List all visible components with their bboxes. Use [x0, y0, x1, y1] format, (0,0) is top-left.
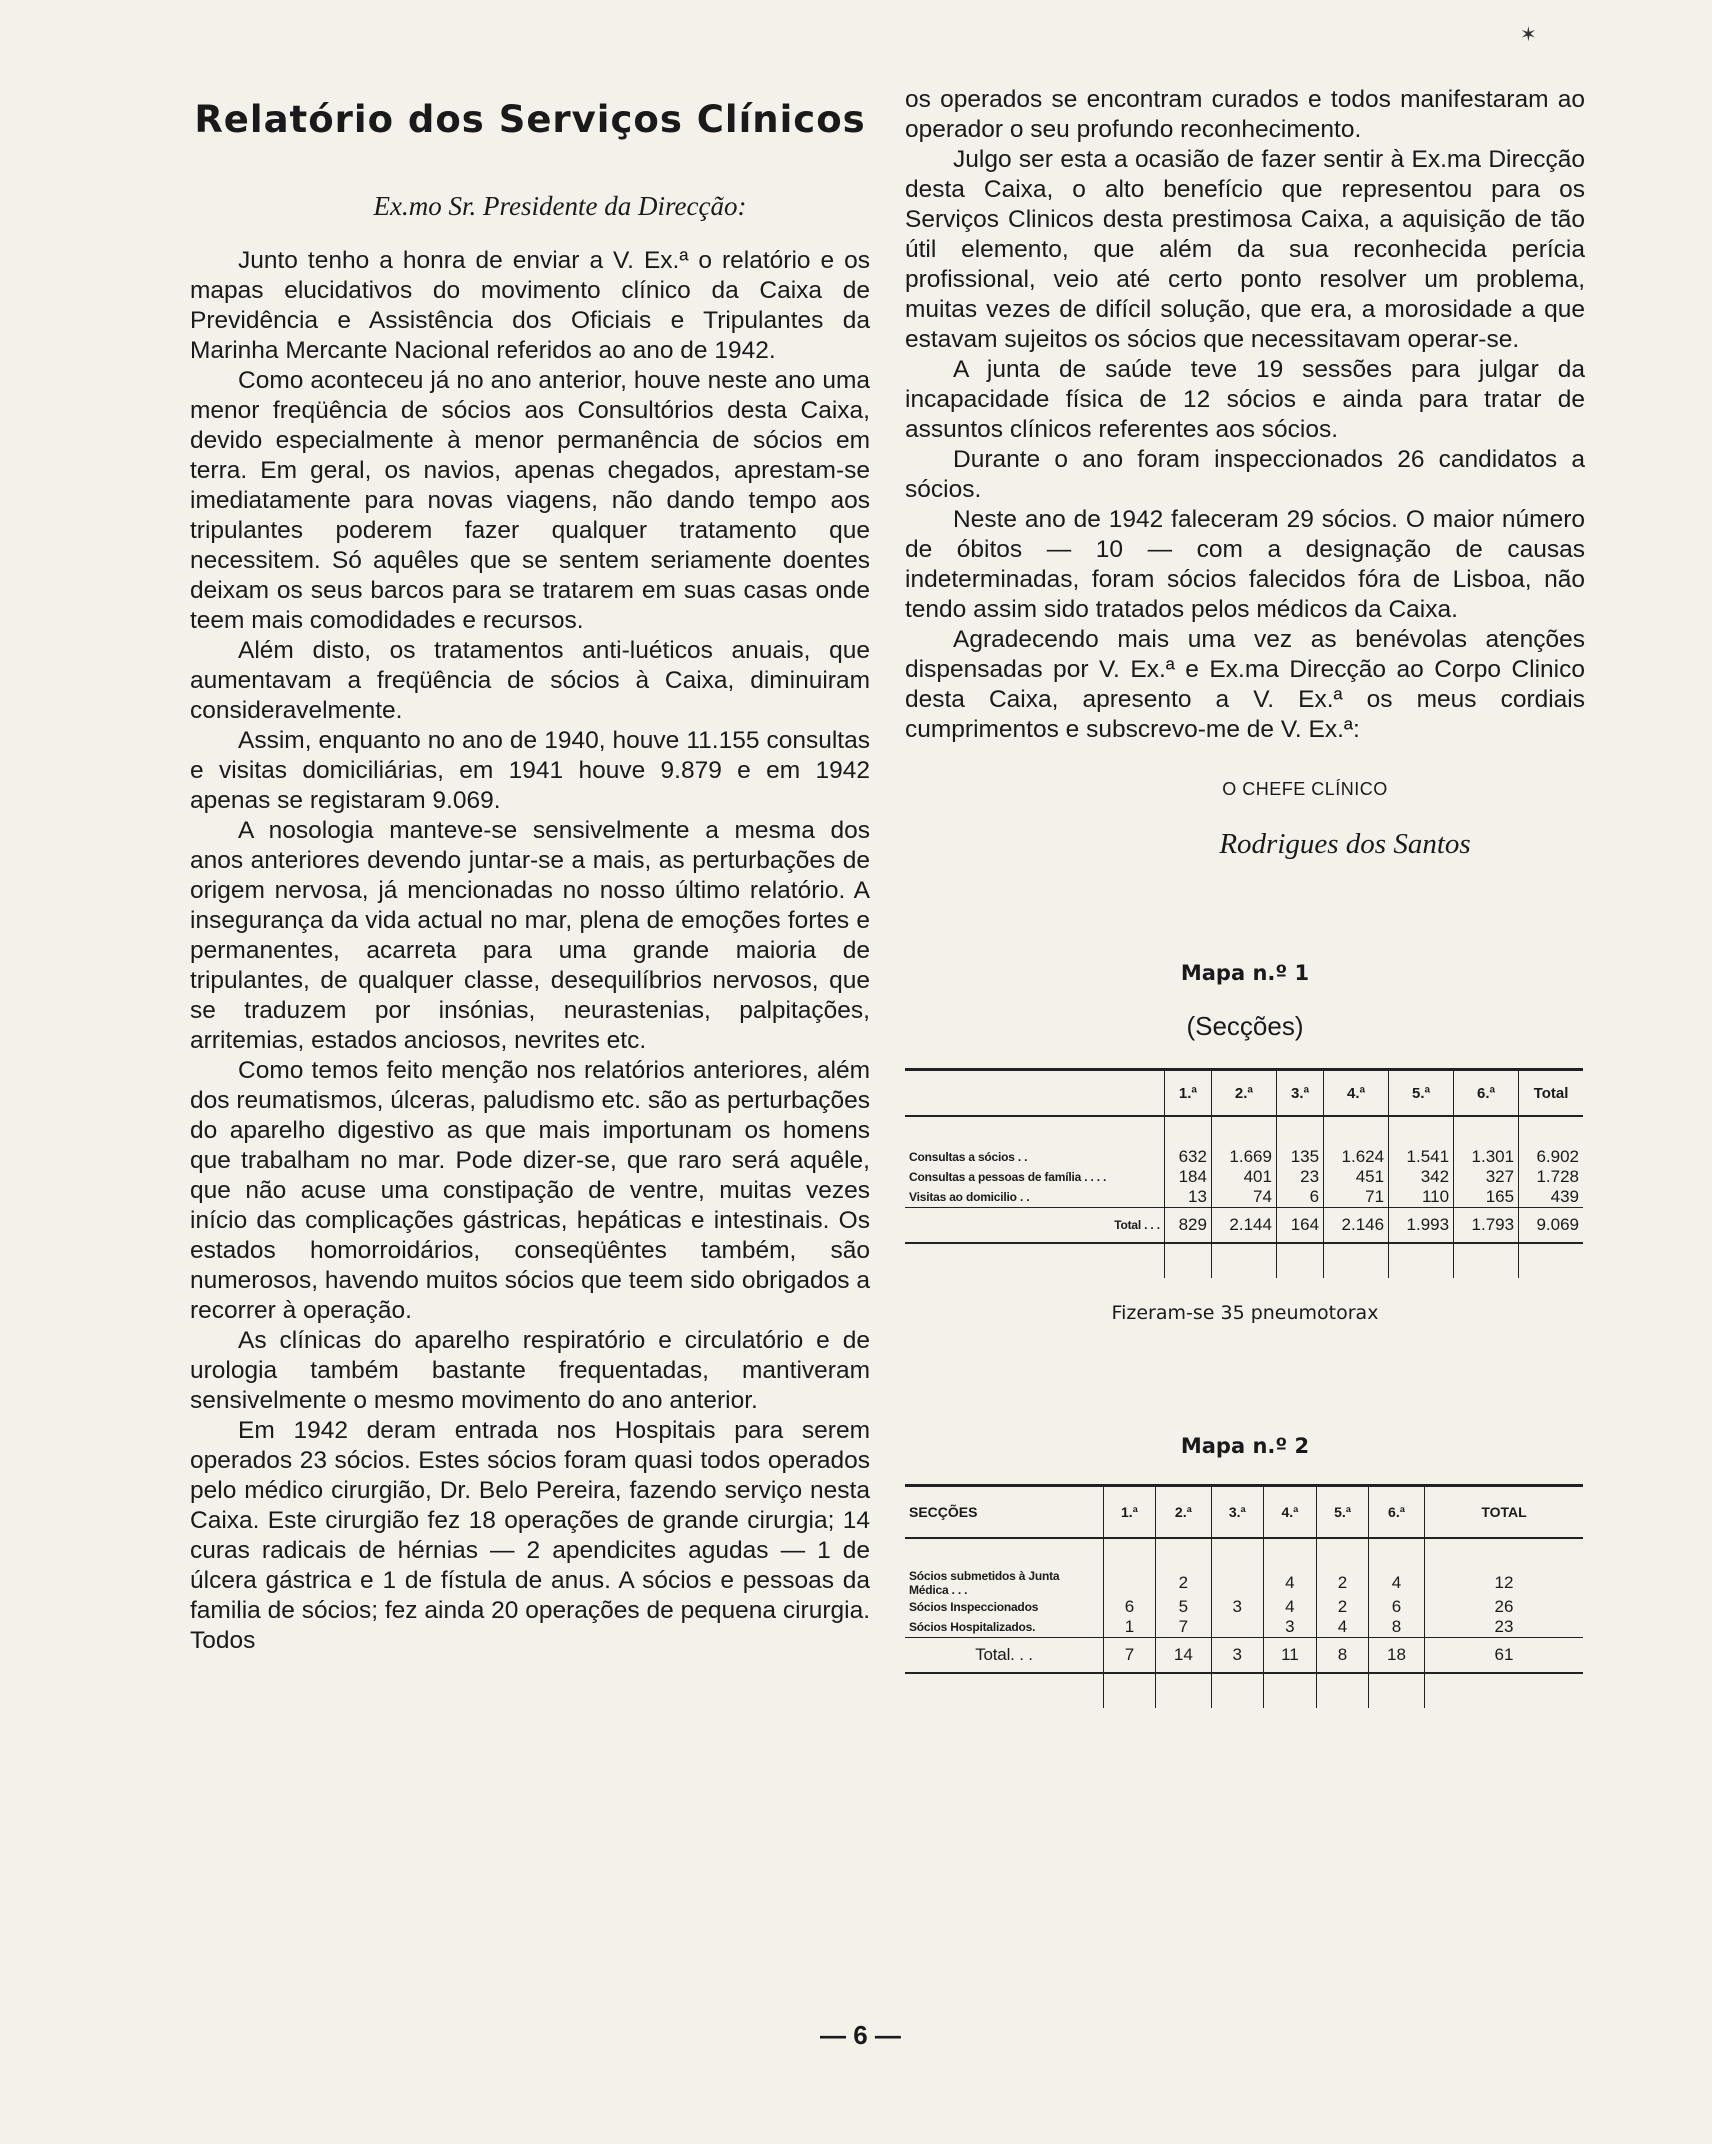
paragraph: A junta de saúde teve 19 sessões para julgar da incapacidade física de 12 sócios e ainda para tratar de assuntos clínicos referentes aos sócios. — [905, 356, 1585, 443]
table-header: 6.ª — [1368, 1486, 1424, 1539]
table-cell: 9.069 — [1519, 1208, 1583, 1244]
table-cell: 61 — [1425, 1638, 1584, 1674]
table-cell: 6 — [1368, 1597, 1424, 1617]
paragraph: Junto tenho a honra de enviar a V. Ex.ª o relatório e os mapas elucidativos do movimento clínico da Caixa de Previdência e Assistência dos Oficiais e Tripulantes da Marinha Mercante Nacional referidos ao ano de 1942. — [190, 247, 870, 364]
table-cell: 632 — [1164, 1147, 1211, 1167]
table-header: SECÇÕES — [905, 1486, 1104, 1539]
table-cell — [1211, 1569, 1263, 1597]
table-header: 2.ª — [1211, 1070, 1276, 1117]
paragraph: Como temos feito menção nos relatórios anteriores, além dos reumatismos, úlceras, paludismo etc. são as perturbações do aparelho digestivo as que mais importunam os homens que trabalham no mar. Pode dizer-se, que raro será aquêle, que não acuse uma constipação de ventre, muitas vezes início das complicações gástricas, hepáticas e intestinais. Os estados homorroidários, conseqüêntes também, são numerosos, havendo muitos sócios que teem sido obrigados a recorrer à operação. — [190, 1057, 870, 1324]
table-cell: 184 — [1164, 1167, 1211, 1187]
row-label: Sócios Hospitalizados. — [909, 1620, 1036, 1634]
table-cell: 26 — [1425, 1597, 1584, 1617]
table-cell: 18 — [1368, 1638, 1424, 1674]
row-label: Consultas a pessoas de família . . . . — [909, 1170, 1107, 1184]
table-header: Total — [1519, 1070, 1583, 1117]
table-header: 5.ª — [1389, 1070, 1454, 1117]
table-cell: 11 — [1263, 1638, 1316, 1674]
right-column — [905, 85, 1585, 1708]
table-cell: 2 — [1317, 1597, 1369, 1617]
left-column — [190, 80, 870, 1656]
table-header-row — [905, 1070, 1583, 1117]
table-cell — [1104, 1569, 1156, 1597]
ink-mark: ✶ — [1520, 22, 1537, 46]
paragraph: Durante o ano foram inspeccionados 26 candidatos a sócios. — [905, 446, 1585, 503]
paragraph: A nosologia manteve-se sensivelmente a mesma dos anos anteriores devendo juntar-se a mais, as perturbações de origem nervosa, já mencionadas no nosso último relatório. A insegurança da vida actual no mar, plena de emoções fortes e permanentes, acarreta para uma grande maioria de tripulantes, de qualquer classe, desequilíbrios nervosos, que se traduzem por insónias, neurastenias, palpitações, arritemias, estados anciosos, nevrites etc. — [190, 817, 870, 1054]
table-cell: 6 — [1276, 1187, 1323, 1208]
paragraph: Como aconteceu já no ano anterior, houve neste ano uma menor freqüência de sócios aos Consultórios desta Caixa, devido especialmente à menor permanência de sócios em terra. Em geral, os navios, apenas chegados, aprestam-se imediatamente para novas viagens, não dando tempo aos tripulantes poderem fazer qualquer tratamento que necessitem. Só aquêles que se sentem seriamente doentes deixam os seus barcos para se tratarem em suas casas onde teem mais comodidades e recursos. — [190, 367, 870, 634]
table-cell: 165 — [1454, 1187, 1519, 1208]
table-cell: 71 — [1324, 1187, 1389, 1208]
table-cell: 439 — [1519, 1187, 1583, 1208]
table-cell: 451 — [1324, 1167, 1389, 1187]
table-cell: 135 — [1276, 1147, 1323, 1167]
row-label: Visitas ao domicilio . . — [909, 1190, 1030, 1204]
row-label: Sócios submetidos à Junta Médica . . . — [909, 1569, 1060, 1597]
table-cell — [1211, 1617, 1263, 1638]
table-cell: 1.301 — [1454, 1147, 1519, 1167]
table-cell: 6 — [1104, 1597, 1156, 1617]
table-header: 3.ª — [1276, 1070, 1323, 1117]
table-cell: 1.541 — [1389, 1147, 1454, 1167]
table-footer-row — [905, 1673, 1583, 1708]
table-cell: 7 — [1104, 1638, 1156, 1674]
table-header: TOTAL — [1425, 1486, 1584, 1539]
row-label: Consultas a sócios . . — [909, 1150, 1028, 1164]
table-cell: 74 — [1211, 1187, 1276, 1208]
table-cell: 3 — [1211, 1638, 1263, 1674]
table-cell: 3 — [1211, 1597, 1263, 1617]
table-row — [905, 1569, 1583, 1597]
table-cell: 8 — [1368, 1617, 1424, 1638]
signature-title: O CHEFE CLÍNICO — [1222, 779, 1388, 799]
table-cell: 164 — [1276, 1208, 1323, 1244]
table-cell: 14 — [1155, 1638, 1211, 1674]
table-cell: 342 — [1389, 1167, 1454, 1187]
table-cell: 13 — [1164, 1187, 1211, 1208]
table-total-row — [905, 1638, 1583, 1674]
table-header: 1.ª — [1104, 1486, 1156, 1539]
table-row — [905, 1597, 1583, 1617]
table-cell: 4 — [1263, 1597, 1316, 1617]
paragraph: Assim, enquanto no ano de 1940, houve 11.155 consultas e visitas domiciliárias, em 1941 houve 9.879 e em 1942 apenas se registaram 9.069. — [190, 727, 870, 814]
table-header: 6.ª — [1454, 1070, 1519, 1117]
table-cell: 2.146 — [1324, 1208, 1389, 1244]
paragraph: Além disto, os tratamentos anti-luéticos anuais, que aumentavam a freqüência de sócios à Caixa, diminuiram consideravelmente. — [190, 637, 870, 724]
salutation: Ex.mo Sr. Presidente da Direcção: — [373, 191, 747, 221]
table-cell: 5 — [1155, 1597, 1211, 1617]
page-title: Relatório dos Serviços Clínicos — [194, 98, 866, 141]
table-header: 4.ª — [1263, 1486, 1316, 1539]
row-label: Sócios Inspeccionados — [909, 1600, 1039, 1614]
table-row — [905, 1187, 1583, 1208]
table-cell: 1.793 — [1454, 1208, 1519, 1244]
table-cell: 7 — [1155, 1617, 1211, 1638]
map1-table — [905, 1068, 1583, 1278]
table-spacer-row — [905, 1116, 1583, 1147]
table-cell: 4 — [1368, 1569, 1424, 1597]
table-cell: 3 — [1263, 1617, 1316, 1638]
total-label: Total. . . — [905, 1638, 1104, 1674]
table-header — [905, 1070, 1164, 1117]
map1-subtitle: (Secções) — [1186, 1011, 1304, 1041]
table-header-row — [905, 1486, 1583, 1539]
table-cell: 4 — [1263, 1569, 1316, 1597]
table-cell: 2.144 — [1211, 1208, 1276, 1244]
paragraph: Neste ano de 1942 faleceram 29 sócios. O maior número de óbitos — 10 — com a designação de causas indeterminadas, foram sócios falecidos fóra de Lisboa, não tendo assim sido tratados pelos médicos da Caixa. — [905, 506, 1585, 623]
paragraph: Em 1942 deram entrada nos Hospitais para serem operados 23 sócios. Estes sócios foram quasi todos operados pelo médico cirurgião, Dr. Belo Pereira, fazendo serviço nesta Caixa. Este cirurgião fez 18 operações de grande cirurgia; 14 curas radicais de hérnias — 2 apendicites agudas — 1 de úlcera gástrica e 1 de fístula de anus. A sócios e pessoas da familia de sócios; fez ainda 20 operações de pequena cirurgia. Todos — [190, 1417, 870, 1654]
table-cell: 829 — [1164, 1208, 1211, 1244]
table-row — [905, 1147, 1583, 1167]
table-cell: 401 — [1211, 1167, 1276, 1187]
table-cell: 4 — [1317, 1617, 1369, 1638]
table-spacer-row — [905, 1538, 1583, 1569]
table-cell: 23 — [1276, 1167, 1323, 1187]
table-cell: 1.728 — [1519, 1167, 1583, 1187]
table-cell: 8 — [1317, 1638, 1369, 1674]
page-number: — 6 — — [820, 2020, 901, 2050]
total-label: Total . . . — [905, 1208, 1164, 1244]
table-header: 2.ª — [1155, 1486, 1211, 1539]
map1-title: Mapa n.º 1 — [1180, 961, 1310, 985]
table-cell: 327 — [1454, 1167, 1519, 1187]
map2-title: Mapa n.º 2 — [1180, 1434, 1310, 1458]
table-header: 1.ª — [1164, 1070, 1211, 1117]
table-cell: 110 — [1389, 1187, 1454, 1208]
table-row — [905, 1617, 1583, 1638]
table-cell: 1.669 — [1211, 1147, 1276, 1167]
table-cell: 2 — [1155, 1569, 1211, 1597]
table-header: 4.ª — [1324, 1070, 1389, 1117]
paragraph: Julgo ser esta a ocasião de fazer sentir à Ex.ma Direcção desta Caixa, o alto benefício que representou para os Serviços Clinicos desta prestimosa Caixa, a aquisição de tão útil elemento, que além da sua reconhecida perícia profissional, veio até certo ponto resolver um problema, muitas vezes de difícil solução, que era, a morosidade a que estavam sujeitos os sócios que necessitavam operar-se. — [905, 146, 1585, 353]
table-cell: 23 — [1425, 1617, 1584, 1638]
signature: Rodrigues dos Santos — [1219, 828, 1471, 860]
paragraph: Agradecendo mais uma vez as benévolas atenções dispensadas por V. Ex.ª e Ex.ma Direcção ao Corpo Clinico desta Caixa, apresento a V. Ex.ª os meus cordiais cumprimentos e subscrevo-me de V. Ex.ª: — [905, 626, 1585, 743]
table-cell: 12 — [1425, 1569, 1584, 1597]
paragraph: As clínicas do aparelho respiratório e circulatório e de urologia também bastante frequentadas, mantiveram sensivelmente o mesmo movimento do ano anterior. — [190, 1327, 870, 1414]
map2-table — [905, 1484, 1583, 1708]
pneumothorax-note: Fizeram-se 35 pneumotorax — [1111, 1302, 1379, 1324]
table-cell: 2 — [1317, 1569, 1369, 1597]
paragraph: os operados se encontram curados e todos manifestaram ao operador o seu profundo reconhecimento. — [905, 86, 1585, 143]
table-row — [905, 1167, 1583, 1187]
table-cell: 1 — [1104, 1617, 1156, 1638]
table-footer-row — [905, 1243, 1583, 1278]
table-cell: 1.624 — [1324, 1147, 1389, 1167]
table-header: 3.ª — [1211, 1486, 1263, 1539]
table-header: 5.ª — [1317, 1486, 1369, 1539]
table-cell: 1.993 — [1389, 1208, 1454, 1244]
table-cell: 6.902 — [1519, 1147, 1583, 1167]
table-total-row — [905, 1208, 1583, 1244]
